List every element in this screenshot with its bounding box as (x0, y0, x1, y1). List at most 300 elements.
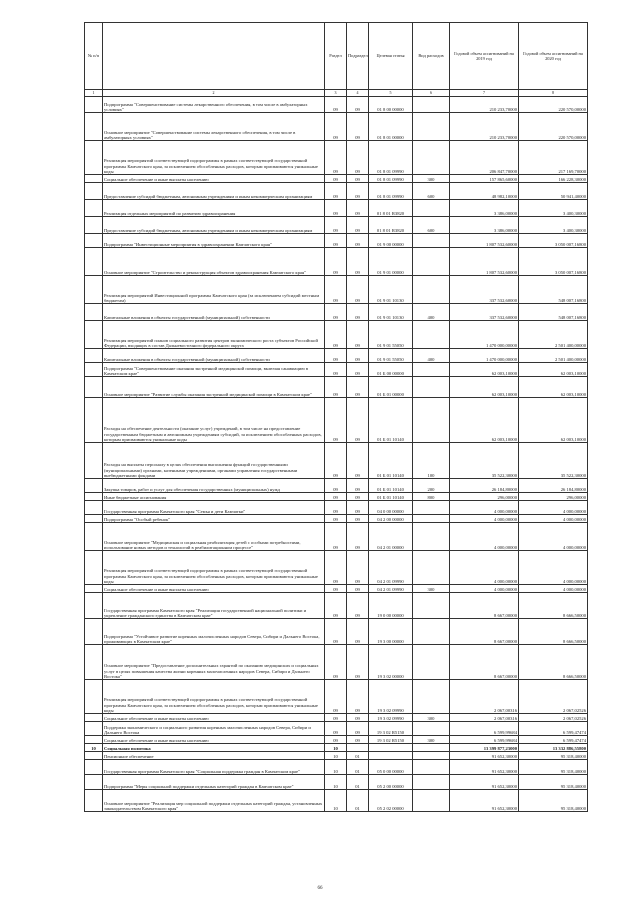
row-section-cell: 09 (325, 523, 347, 551)
row-2019-cell: 62 003,10000 (450, 363, 519, 377)
table-row (85, 349, 588, 363)
index-row (85, 90, 588, 97)
row-subsection-cell: 09 (347, 304, 369, 321)
row-section-cell: 09 (325, 363, 347, 377)
row-subsection-cell: 09 (347, 398, 369, 443)
row-number-cell: 10 (85, 744, 103, 752)
row-2020-cell: 2 067,02526 (519, 680, 588, 714)
row-name-cell: Основное мероприятие "Медицинская и социальная реабилитация детей с особыми потребностями, использование новых методов и технологий в реабилитационном процессе" (103, 523, 325, 551)
row-subsection-cell: 01 (347, 775, 369, 790)
row-name-cell: Реализация мероприятий соответствующей подпрограммы в рамках соответствующей государственной программы Камчатского края, за исключением обособленных расходов, которым присваиваются уникальные коды (103, 141, 325, 175)
row-section-cell: 09 (325, 349, 347, 363)
row-subsection-cell: 09 (347, 680, 369, 714)
row-expense-type-cell: 400 (413, 349, 450, 363)
row-2020-cell: 4 000,00000 (519, 501, 588, 515)
table-body (85, 97, 588, 812)
row-2019-cell: 337 532,60000 (450, 304, 519, 321)
row-2020-cell: 95 318,40000 (519, 760, 588, 775)
row-name-cell: Предоставление субсидий бюджетным, автономным учреждениям и иным некоммерческим организациям (103, 217, 325, 234)
row-expense-type-cell (413, 760, 450, 775)
table-row (85, 645, 588, 680)
row-subsection-cell: 09 (347, 523, 369, 551)
row-2020-cell: 2 501 400,00000 (519, 321, 588, 349)
row-2020-cell: 8 666,50000 (519, 645, 588, 680)
row-2020-cell: 217 169,70000 (519, 141, 588, 175)
row-expense-type-cell: 800 (413, 493, 450, 501)
row-target-item-cell: 01 Б 01 10140 (369, 398, 413, 443)
index-cell: 6 (413, 90, 450, 97)
row-expense-type-cell (413, 752, 450, 760)
row-expense-type-cell (413, 234, 450, 248)
row-2019-cell: 210 233,70000 (450, 113, 519, 141)
row-section-cell: 09 (325, 585, 347, 593)
table-row (85, 175, 588, 183)
row-2020-cell: 220 570,00000 (519, 97, 588, 113)
row-subsection-cell: 09 (347, 619, 369, 645)
row-expense-type-cell (413, 515, 450, 523)
index-cell: 4 (347, 90, 369, 97)
row-subsection-cell: 09 (347, 175, 369, 183)
budget-table (84, 22, 588, 812)
row-2019-cell: 210 233,70000 (450, 97, 519, 113)
row-2020-cell: 3 050 007,16800 (519, 234, 588, 248)
row-target-item-cell (369, 744, 413, 752)
table-row (85, 141, 588, 175)
row-2020-cell: 95 318,40000 (519, 752, 588, 760)
table-row (85, 515, 588, 523)
row-2019-cell: 13 399 877,23000 (450, 744, 519, 752)
row-2020-cell: 6 599,47474 (519, 736, 588, 744)
row-name-cell: Государственная программа Камчатского края "Реализация государственной национальной политики и укрепление гражданского единства в Камчатском крае" (103, 593, 325, 619)
row-2019-cell: 4 000,00000 (450, 523, 519, 551)
row-2019-cell: 337 532,60000 (450, 276, 519, 304)
row-2019-cell: 91 652,30000 (450, 760, 519, 775)
row-target-item-cell: 04 2 00 00000 (369, 515, 413, 523)
row-subsection-cell: 09 (347, 501, 369, 515)
row-2019-cell: 8 667,00000 (450, 593, 519, 619)
page-number: 66 (317, 886, 323, 891)
row-subsection-cell (347, 744, 369, 752)
table-row (85, 276, 588, 304)
row-number-cell (85, 443, 103, 479)
table-row (85, 593, 588, 619)
row-name-cell: Подпрограмма "Совершенствование системы лекарственного обеспечения, в том числе в амбулаторных условиях" (103, 97, 325, 113)
row-subsection-cell: 09 (347, 585, 369, 593)
row-section-cell: 09 (325, 593, 347, 619)
row-target-item-cell: 01 9 01 00000 (369, 248, 413, 276)
row-number-cell (85, 501, 103, 515)
row-2020-cell: 95 318,40000 (519, 790, 588, 812)
table-row (85, 760, 588, 775)
table-row (85, 501, 588, 515)
row-section-cell: 10 (325, 752, 347, 760)
row-section-cell: 09 (325, 217, 347, 234)
row-target-item-cell: 04 2 01 00000 (369, 523, 413, 551)
row-target-item-cell: 05 2 02 00000 (369, 790, 413, 812)
row-number-cell (85, 276, 103, 304)
row-2019-cell: 4 000,00000 (450, 551, 519, 585)
row-subsection-cell: 09 (347, 248, 369, 276)
row-number-cell (85, 217, 103, 234)
row-subsection-cell: 09 (347, 736, 369, 744)
row-2020-cell: 8 666,50000 (519, 619, 588, 645)
row-2019-cell: 3 386,00000 (450, 200, 519, 217)
row-target-item-cell: 01 Б 01 00000 (369, 377, 413, 398)
row-section-cell: 09 (325, 479, 347, 493)
table-row (85, 304, 588, 321)
table-row (85, 398, 588, 443)
row-expense-type-cell (413, 593, 450, 619)
row-name-cell: Подпрограмма "Меры социальной поддержки отдельных категорий граждан в Камчатском крае" (103, 775, 325, 790)
header-2019: Годовой объем ассигнований на 2019 год (450, 23, 519, 90)
index-cell: 2 (103, 90, 325, 97)
row-subsection-cell: 09 (347, 493, 369, 501)
row-name-cell: Пенсионное обеспечение (103, 752, 325, 760)
row-2019-cell: 91 652,30000 (450, 775, 519, 790)
table-row (85, 585, 588, 593)
row-target-item-cell: 01 8 01 09990 (369, 175, 413, 183)
row-subsection-cell: 09 (347, 97, 369, 113)
row-2019-cell: 4 000,00000 (450, 585, 519, 593)
row-section-cell: 09 (325, 645, 347, 680)
row-2019-cell: 296,00000 (450, 493, 519, 501)
row-target-item-cell: 19 0 00 00000 (369, 593, 413, 619)
table-row (85, 200, 588, 217)
header-name (103, 23, 325, 90)
row-target-item-cell: 04 2 01 09990 (369, 585, 413, 593)
row-2020-cell: 3 050 007,16800 (519, 248, 588, 276)
row-subsection-cell: 09 (347, 377, 369, 398)
row-target-item-cell: 01 8 00 00000 (369, 97, 413, 113)
row-target-item-cell: 01 9 01 55050 (369, 349, 413, 363)
row-section-cell: 09 (325, 551, 347, 585)
row-expense-type-cell (413, 551, 450, 585)
table-row (85, 722, 588, 736)
table-row (85, 714, 588, 722)
row-expense-type-cell (413, 501, 450, 515)
row-expense-type-cell: 300 (413, 585, 450, 593)
row-subsection-cell: 09 (347, 479, 369, 493)
row-name-cell: Подпрограмма "Совершенствование оказания экстренной медицинской помощи, включая санавиацию в Камчатском крае" (103, 363, 325, 377)
header-row (85, 23, 588, 90)
row-2020-cell: 296,00000 (519, 493, 588, 501)
table-row (85, 736, 588, 744)
table-row (85, 790, 588, 812)
row-2019-cell: 4 000,00000 (450, 515, 519, 523)
row-section-cell: 09 (325, 234, 347, 248)
row-target-item-cell: 01 8 01 00000 (369, 113, 413, 141)
row-expense-type-cell (413, 722, 450, 736)
row-name-cell: Расходы на выплаты персоналу в целях обеспечения выполнения функций государственными (муниципальными) органами, казенными учреждениями, органами управления государственными внебюджетными фондами (103, 443, 325, 479)
row-section-cell: 09 (325, 175, 347, 183)
row-2020-cell: 3 400,30000 (519, 200, 588, 217)
row-subsection-cell: 09 (347, 722, 369, 736)
row-target-item-cell: 01 Б 01 10140 (369, 443, 413, 479)
row-2019-cell: 157 865,60000 (450, 175, 519, 183)
row-name-cell: Государственная программа Камчатского края "Семья и дети Камчатки" (103, 501, 325, 515)
row-name-cell: Государственная программа Камчатского края "Социальная поддержка граждан в Камчатском крае" (103, 760, 325, 775)
row-name-cell: Социальное обеспечение и иные выплаты населению (103, 175, 325, 183)
row-section-cell: 09 (325, 248, 347, 276)
row-name-cell: Реализация мероприятий соответствующей подпрограммы в рамках соответствующей государственной программы Камчатского края, за исключением обособленных расходов, которым присваиваются уникальные коды (103, 680, 325, 714)
row-name-cell: Социальное обеспечение и иные выплаты населению (103, 585, 325, 593)
row-expense-type-cell (413, 377, 450, 398)
row-number-cell (85, 175, 103, 183)
index-cell: 5 (369, 90, 413, 97)
row-2020-cell: 4 000,00000 (519, 551, 588, 585)
row-name-cell: Социальное обеспечение и иные выплаты населению (103, 714, 325, 722)
row-number-cell (85, 183, 103, 200)
row-2019-cell: 91 652,30000 (450, 752, 519, 760)
row-name-cell: Иные бюджетные ассигнования (103, 493, 325, 501)
row-number-cell (85, 493, 103, 501)
row-number-cell (85, 349, 103, 363)
table-row (85, 217, 588, 234)
row-expense-type-cell (413, 398, 450, 443)
row-2020-cell: 8 666,50000 (519, 593, 588, 619)
row-2019-cell: 48 982,10000 (450, 183, 519, 200)
row-subsection-cell: 01 (347, 790, 369, 812)
row-name-cell: Подпрограмма "Инвестиционные мероприятия в здравоохранении Камчатского края" (103, 234, 325, 248)
row-subsection-cell: 09 (347, 276, 369, 304)
row-2019-cell: 6 599,99684 (450, 722, 519, 736)
row-number-cell (85, 714, 103, 722)
row-expense-type-cell (413, 790, 450, 812)
row-number-cell (85, 141, 103, 175)
row-expense-type-cell (413, 97, 450, 113)
row-subsection-cell: 09 (347, 515, 369, 523)
row-target-item-cell: 19 3 02 09990 (369, 680, 413, 714)
index-cell: 7 (450, 90, 519, 97)
row-2020-cell: 95 318,40000 (519, 775, 588, 790)
row-subsection-cell: 09 (347, 551, 369, 585)
row-number-cell (85, 593, 103, 619)
table-row (85, 619, 588, 645)
row-number-cell (85, 515, 103, 523)
row-section-cell: 09 (325, 493, 347, 501)
row-expense-type-cell (413, 321, 450, 349)
row-target-item-cell: 19 3 02 R5150 (369, 722, 413, 736)
row-2020-cell: 548 007,16800 (519, 304, 588, 321)
row-number-cell (85, 775, 103, 790)
row-target-item-cell: 04 0 00 00000 (369, 501, 413, 515)
row-section-cell: 09 (325, 377, 347, 398)
row-number-cell (85, 585, 103, 593)
row-number-cell (85, 645, 103, 680)
header-subsection: Подраздел (347, 23, 369, 90)
table-row (85, 443, 588, 479)
row-2019-cell: 3 386,00000 (450, 217, 519, 234)
row-2019-cell: 1 807 532,60000 (450, 234, 519, 248)
row-section-cell: 09 (325, 443, 347, 479)
row-2020-cell: 2 067,02526 (519, 714, 588, 722)
row-section-cell: 09 (325, 200, 347, 217)
row-subsection-cell: 09 (347, 363, 369, 377)
table-row (85, 363, 588, 377)
row-name-cell: Реализация мероприятий соответствующей подпрограммы в рамках соответствующей государственной программы Камчатского края, за исключением обособленных расходов, которым присваиваются уникальные коды (103, 551, 325, 585)
row-name-cell: Основное мероприятие "Реализация мер социальной поддержки отдельных категорий граждан, установленных законодательством Камчатского края" (103, 790, 325, 812)
row-number-cell (85, 790, 103, 812)
row-expense-type-cell (413, 200, 450, 217)
table-row (85, 183, 588, 200)
row-expense-type-cell: 300 (413, 175, 450, 183)
row-expense-type-cell (413, 141, 450, 175)
row-name-cell: Основное мероприятие "Предоставление дополнительных гарантий по оказанию медицинских и социальных услуг в целях повышения качества жизни коренных малочисленных народов Севера, Сибири и Дальнего Востока" (103, 645, 325, 680)
row-subsection-cell: 09 (347, 714, 369, 722)
row-name-cell: Подпрограмма "Особый ребенок" (103, 515, 325, 523)
row-number-cell (85, 479, 103, 493)
table-row (85, 234, 588, 248)
row-target-item-cell: 01 8 01 R3820 (369, 200, 413, 217)
row-number-cell (85, 760, 103, 775)
row-name-cell: Основное мероприятие "Развитие службы оказания экстренной медицинской помощи в Камчатском крае" (103, 377, 325, 398)
row-number-cell (85, 304, 103, 321)
row-2020-cell: 50 941,40000 (519, 183, 588, 200)
table-row (85, 113, 588, 141)
row-expense-type-cell: 300 (413, 736, 450, 744)
row-target-item-cell (369, 752, 413, 760)
row-subsection-cell: 09 (347, 443, 369, 479)
row-target-item-cell: 01 8 01 09990 (369, 141, 413, 175)
row-expense-type-cell (413, 645, 450, 680)
table-row (85, 744, 588, 752)
row-name-cell: Реализация отдельных мероприятий по развитию здравоохранения (103, 200, 325, 217)
row-expense-type-cell (413, 775, 450, 790)
row-subsection-cell: 09 (347, 141, 369, 175)
row-target-item-cell: 01 Б 01 10140 (369, 479, 413, 493)
row-2020-cell: 26 184,80000 (519, 479, 588, 493)
row-section-cell: 09 (325, 141, 347, 175)
row-subsection-cell: 09 (347, 183, 369, 200)
row-target-item-cell: 19 3 02 R5150 (369, 736, 413, 744)
row-section-cell: 09 (325, 714, 347, 722)
row-2019-cell: 1 470 000,00000 (450, 321, 519, 349)
row-name-cell: Капитальные вложения в объекты государственной (муниципальной) собственности (103, 304, 325, 321)
row-expense-type-cell: 100 (413, 443, 450, 479)
row-target-item-cell: 01 Б 00 00000 (369, 363, 413, 377)
row-2019-cell: 8 667,00000 (450, 619, 519, 645)
row-subsection-cell: 01 (347, 752, 369, 760)
row-subsection-cell: 09 (347, 200, 369, 217)
row-number-cell (85, 113, 103, 141)
index-cell: 1 (85, 90, 103, 97)
row-number-cell (85, 200, 103, 217)
row-section-cell: 10 (325, 775, 347, 790)
row-number-cell (85, 619, 103, 645)
table-row (85, 97, 588, 113)
row-subsection-cell: 09 (347, 593, 369, 619)
row-number-cell (85, 551, 103, 585)
row-name-cell: Социальное обеспечение и иные выплаты населению (103, 736, 325, 744)
row-subsection-cell: 09 (347, 321, 369, 349)
row-name-cell: Реализация мероприятий планов социального развития центров экономического роста субъектов Российской Федерации, входящих в состав Дальневосточного федерального округа (103, 321, 325, 349)
row-expense-type-cell (413, 619, 450, 645)
row-2020-cell: 6 599,47474 (519, 722, 588, 736)
table-row (85, 479, 588, 493)
table-row (85, 493, 588, 501)
row-section-cell: 10 (325, 790, 347, 812)
row-2019-cell: 35 522,30000 (450, 443, 519, 479)
row-expense-type-cell (413, 248, 450, 276)
row-2020-cell: 166 228,30000 (519, 175, 588, 183)
row-expense-type-cell (413, 113, 450, 141)
row-2020-cell: 62 003,10000 (519, 377, 588, 398)
row-section-cell: 10 (325, 744, 347, 752)
row-section-cell: 09 (325, 619, 347, 645)
row-number-cell (85, 234, 103, 248)
index-cell: 3 (325, 90, 347, 97)
row-section-cell: 09 (325, 97, 347, 113)
row-target-item-cell: 05 2 00 00000 (369, 775, 413, 790)
row-subsection-cell: 01 (347, 760, 369, 775)
row-section-cell: 09 (325, 722, 347, 736)
table-row (85, 248, 588, 276)
table-row (85, 680, 588, 714)
row-subsection-cell: 09 (347, 113, 369, 141)
row-2020-cell: 4 000,00000 (519, 523, 588, 551)
row-target-item-cell: 01 9 00 00000 (369, 234, 413, 248)
row-2020-cell: 35 522,30000 (519, 443, 588, 479)
row-name-cell: Основное мероприятие "Совершенствование системы лекарственного обеспечения, в том числе в амбулаторных условиях" (103, 113, 325, 141)
row-name-cell: Предоставление субсидий бюджетным, автономным учреждениям и иным некоммерческим организациям (103, 183, 325, 200)
table-row (85, 775, 588, 790)
row-name-cell: Закупка товаров, работ и услуг для обеспечения государственных (муниципальных) нужд (103, 479, 325, 493)
header-section: Раздел (325, 23, 347, 90)
row-section-cell: 09 (325, 183, 347, 200)
row-2020-cell: 62 003,10000 (519, 398, 588, 443)
row-2019-cell: 6 599,99684 (450, 736, 519, 744)
row-2020-cell: 4 000,00000 (519, 585, 588, 593)
row-section-cell: 09 (325, 304, 347, 321)
row-expense-type-cell: 200 (413, 479, 450, 493)
row-2019-cell: 26 184,80000 (450, 479, 519, 493)
row-2019-cell: 206 847,70000 (450, 141, 519, 175)
row-2019-cell: 2 067,00316 (450, 714, 519, 722)
header-expense-type: Вид расходов (413, 23, 450, 90)
row-section-cell: 09 (325, 398, 347, 443)
row-name-cell: Подпрограмма "Устойчивое развитие коренных малочисленных народов Севера, Сибири и Дальнего Востока, проживающих в Камчатском крае" (103, 619, 325, 645)
row-target-item-cell: 04 2 01 09990 (369, 551, 413, 585)
row-target-item-cell: 01 9 01 10130 (369, 276, 413, 304)
row-subsection-cell: 09 (347, 349, 369, 363)
row-target-item-cell: 01 Б 01 10140 (369, 493, 413, 501)
row-2019-cell: 4 000,00000 (450, 501, 519, 515)
header-number: № п/п (85, 23, 103, 90)
row-expense-type-cell (413, 744, 450, 752)
row-target-item-cell: 01 9 01 10130 (369, 304, 413, 321)
row-name-cell: Расходы на обеспечение деятельности (оказание услуг) учреждений, в том числе на предоставление государственным бюджетным и автономным учреждениям субсидий, за исключением обособленных расходов, которым присваиваются уникальные коды (103, 398, 325, 443)
row-name-cell: Капитальные вложения в объекты государственной (муниципальной) собственности (103, 349, 325, 363)
row-number-cell (85, 377, 103, 398)
row-number-cell (85, 680, 103, 714)
row-subsection-cell: 09 (347, 217, 369, 234)
header-2020: Годовой объем ассигнований на 2020 год (519, 23, 588, 90)
row-target-item-cell: 01 9 01 55050 (369, 321, 413, 349)
header-target-item: Целевая статья (369, 23, 413, 90)
row-name-cell: Социальная политика (103, 744, 325, 752)
row-name-cell: Поддержка экономического и социального развития коренных малочисленных народов Севера, Сибири и Дальнего Востока (103, 722, 325, 736)
row-2020-cell: 220 570,00000 (519, 113, 588, 141)
row-2020-cell: 3 400,30000 (519, 217, 588, 234)
row-expense-type-cell (413, 523, 450, 551)
table-row (85, 551, 588, 585)
row-target-item-cell: 19 3 02 00000 (369, 645, 413, 680)
row-name-cell: Основное мероприятие "Строительство и реконструкция объектов здравоохранения Камчатского края" (103, 248, 325, 276)
table-row (85, 752, 588, 760)
row-2019-cell: 91 652,30000 (450, 790, 519, 812)
row-2019-cell: 1 470 000,00000 (450, 349, 519, 363)
row-section-cell: 09 (325, 321, 347, 349)
